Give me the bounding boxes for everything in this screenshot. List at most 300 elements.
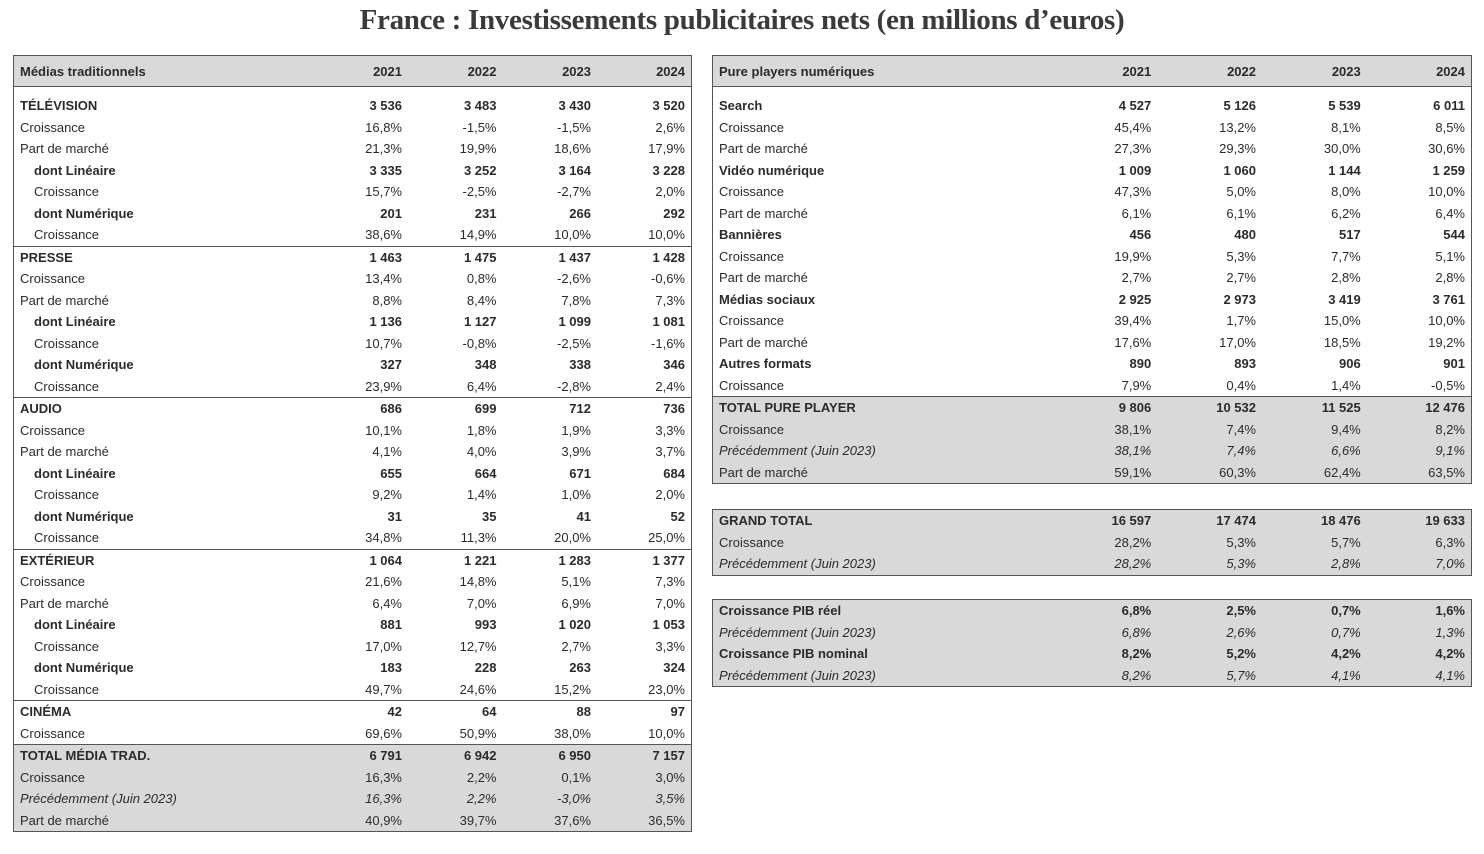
cell-value: 5 539 <box>1328 98 1361 114</box>
row-label: Croissance <box>20 574 86 590</box>
cell-value: 38,0% <box>554 725 591 741</box>
row-label: Précédemment (Juin 2023) <box>713 622 1053 644</box>
cell-value: 42 <box>314 701 409 723</box>
cell-value: 0,7% <box>1262 600 1367 622</box>
table-row <box>14 767 692 789</box>
cell-value: 28,2% <box>1053 532 1158 554</box>
cell-value: 27,3% <box>1114 141 1152 157</box>
row-label: dont Numérique <box>34 660 134 676</box>
table-row <box>14 636 692 658</box>
cell-value: 50,9% <box>459 725 497 741</box>
cell-value: 23,9% <box>365 378 402 394</box>
row-label: TÉLÉVISION <box>20 98 98 114</box>
row-label: Croissance <box>713 532 1053 554</box>
row-label: dont Linéaire <box>34 465 116 481</box>
cell-value: 6,4% <box>372 595 402 611</box>
table-row <box>713 138 1472 160</box>
table-row <box>713 375 1472 397</box>
year-header: 2024 <box>597 56 692 87</box>
table-row <box>14 311 692 333</box>
cell-value: 1 221 <box>408 549 503 571</box>
cell-value: 6,3% <box>1367 532 1472 554</box>
cell-value: 36,5% <box>597 810 692 832</box>
table-row <box>713 181 1472 203</box>
cell-value: 1 428 <box>597 246 692 268</box>
cell-value: 17,0% <box>1219 334 1256 350</box>
cell-value: 1 009 <box>1118 162 1152 178</box>
cell-value: 4,1% <box>372 444 402 460</box>
table-row <box>14 333 692 355</box>
table-row <box>14 398 692 420</box>
cell-value: 5,3% <box>1157 553 1262 575</box>
cell-value: 2,2% <box>408 788 503 810</box>
cell-value: 2,8% <box>1331 270 1361 286</box>
cell-value: 671 <box>569 465 591 481</box>
cell-value: 9,1% <box>1367 440 1472 462</box>
cell-value: 3,7% <box>655 444 685 460</box>
table-row <box>713 332 1472 354</box>
table-row <box>713 462 1472 484</box>
cell-value: 228 <box>474 660 497 676</box>
cell-value: 893 <box>1234 356 1256 372</box>
table-row <box>14 354 692 376</box>
row-label: dont Linéaire <box>34 314 116 330</box>
cell-value: 39,4% <box>1114 313 1152 329</box>
cell-value: 1 136 <box>369 314 402 330</box>
cell-value: -0,6% <box>651 271 685 287</box>
table-row <box>713 440 1472 462</box>
cell-value: 10,1% <box>365 422 402 438</box>
table-row <box>713 600 1472 622</box>
cell-value: 324 <box>663 660 685 676</box>
table-row <box>713 160 1472 182</box>
cell-value: 183 <box>380 660 402 676</box>
cell-value: -1,6% <box>651 335 685 351</box>
row-label: dont Numérique <box>34 508 134 524</box>
cell-value: 7,4% <box>1157 419 1262 441</box>
cell-value: 1 053 <box>652 617 685 633</box>
cell-value: 2,2% <box>408 767 503 789</box>
row-label: AUDIO <box>14 398 314 420</box>
cell-value: 16,3% <box>314 788 409 810</box>
cell-value: 1 064 <box>314 549 409 571</box>
cell-value: 3,3% <box>655 638 685 654</box>
cell-value: 201 <box>380 205 402 221</box>
row-label: Croissance <box>34 378 100 394</box>
row-label: Croissance <box>719 248 785 264</box>
year-header: 2021 <box>314 56 409 87</box>
row-label: Précédemment (Juin 2023) <box>713 440 1053 462</box>
row-label: Croissance PIB réel <box>713 600 1053 622</box>
cell-value: 24,6% <box>459 681 497 697</box>
cell-value: 8,1% <box>1331 119 1361 135</box>
cell-value: 15,0% <box>1323 313 1361 329</box>
row-label: Part de marché <box>719 334 808 350</box>
cell-value: 6,1% <box>1226 205 1256 221</box>
cell-value: 5 126 <box>1223 98 1256 114</box>
cell-value: 12 476 <box>1367 397 1472 419</box>
row-label: Part de marché <box>14 810 314 832</box>
cell-value: 3 164 <box>558 162 591 178</box>
table-row <box>14 614 692 636</box>
row-label: Médias sociaux <box>719 291 816 307</box>
cell-value: 1 259 <box>1432 162 1465 178</box>
cell-value: 2,6% <box>1157 622 1262 644</box>
table-row <box>713 353 1472 375</box>
cell-value: 19,9% <box>459 141 497 157</box>
cell-value: 266 <box>569 205 591 221</box>
table-row <box>14 224 692 246</box>
cell-value: 11,3% <box>460 530 497 546</box>
cell-value: 9,2% <box>372 487 402 503</box>
cell-value: -0,8% <box>462 335 497 351</box>
cell-value: 2,8% <box>1262 553 1367 575</box>
cell-value: 338 <box>569 357 591 373</box>
cell-value: 3 228 <box>652 162 685 178</box>
table-row <box>14 484 692 506</box>
cell-value: 37,6% <box>503 810 598 832</box>
row-label: Vidéo numérique <box>719 162 825 178</box>
cell-value: 31 <box>387 508 402 524</box>
cell-value: 1 463 <box>314 246 409 268</box>
row-label: Croissance <box>34 530 100 546</box>
cell-value: 16,8% <box>365 119 402 135</box>
cell-value: 0,4% <box>1226 377 1256 393</box>
row-label: TOTAL PURE PLAYER <box>713 397 1053 419</box>
cell-value: 712 <box>503 398 598 420</box>
row-label: Part de marché <box>20 444 109 460</box>
cell-value: 60,3% <box>1157 462 1262 484</box>
row-label: GRAND TOTAL <box>713 510 1053 532</box>
cell-value: 263 <box>569 660 591 676</box>
cell-value: 6,4% <box>466 378 497 394</box>
cell-value: 7,0% <box>466 595 497 611</box>
cell-value: 38,1% <box>1053 419 1158 441</box>
table-row <box>14 290 692 312</box>
cell-value: 6,8% <box>1053 600 1158 622</box>
table-row <box>713 510 1472 532</box>
cell-value: -2,8% <box>557 378 591 394</box>
cell-value: 327 <box>380 357 402 373</box>
cell-value: 88 <box>503 701 598 723</box>
cell-value: 5,7% <box>1262 532 1367 554</box>
cell-value: 2,5% <box>1157 600 1262 622</box>
row-label: Bannières <box>719 227 782 243</box>
cell-value: 19,9% <box>1114 248 1152 264</box>
cell-value: 686 <box>314 398 409 420</box>
row-label: Croissance <box>34 487 100 503</box>
row-label: Précédemment (Juin 2023) <box>713 665 1053 687</box>
cell-value: 5,0% <box>1226 184 1256 200</box>
cell-value: 1,9% <box>561 422 591 438</box>
cell-value: 13,4% <box>365 271 402 287</box>
cell-value: 901 <box>1443 356 1465 372</box>
table-row <box>713 310 1472 332</box>
cell-value: 7,3% <box>655 574 685 590</box>
row-label: Autres formats <box>719 356 812 372</box>
cell-value: 2,4% <box>655 378 685 394</box>
cell-value: 0,7% <box>1262 622 1367 644</box>
cell-value: 4,2% <box>1367 643 1472 665</box>
row-label: Croissance <box>34 335 100 351</box>
cell-value: 62,4% <box>1262 462 1367 484</box>
table-row <box>713 622 1472 644</box>
cell-value: 18,6% <box>554 141 591 157</box>
pure-players-table <box>712 55 1472 484</box>
year-header: 2024 <box>1367 56 1472 87</box>
row-label: Précédemment (Juin 2023) <box>713 553 1053 575</box>
cell-value: 6 942 <box>408 745 503 767</box>
cell-value: 10,0% <box>1428 184 1465 200</box>
cell-value: 1,8% <box>466 422 497 438</box>
cell-value: 1,4% <box>466 487 497 503</box>
cell-value: 13,2% <box>1219 119 1256 135</box>
row-label: Croissance <box>20 725 86 741</box>
cell-value: 736 <box>597 398 692 420</box>
cell-value: 684 <box>663 465 685 481</box>
cell-value: 0,1% <box>503 767 598 789</box>
cell-value: 1 475 <box>408 246 503 268</box>
year-header: 2021 <box>1053 56 1158 87</box>
cell-value: 1 099 <box>558 314 591 330</box>
table-row <box>713 665 1472 687</box>
cell-value: 0,8% <box>466 271 497 287</box>
cell-value: 348 <box>474 357 497 373</box>
row-label: dont Linéaire <box>34 617 116 633</box>
cell-value: -2,5% <box>557 335 591 351</box>
cell-value: 1,7% <box>1226 313 1256 329</box>
page-title: France : Investissements publicitaires nets (en millions d’euros) <box>359 4 1125 36</box>
year-header: 2022 <box>408 56 503 87</box>
cell-value: 5,3% <box>1157 532 1262 554</box>
cell-value: 21,3% <box>365 141 402 157</box>
row-label: Croissance <box>14 767 314 789</box>
cell-value: 3,0% <box>597 767 692 789</box>
cell-value: 1 081 <box>652 314 685 330</box>
row-label: Croissance <box>20 119 86 135</box>
cell-value: 1 127 <box>463 314 497 330</box>
cell-value: 3 761 <box>1432 291 1465 307</box>
cell-value: 3 335 <box>369 162 402 178</box>
cell-value: 45,4% <box>1114 119 1152 135</box>
cell-value: 38,1% <box>1053 440 1158 462</box>
cell-value: 64 <box>408 701 503 723</box>
row-label: Part de marché <box>20 595 109 611</box>
table-row <box>713 246 1472 268</box>
row-label: Croissance <box>20 422 86 438</box>
cell-value: 3 252 <box>463 162 497 178</box>
table-row <box>713 419 1472 441</box>
table-row <box>14 745 692 767</box>
table-row <box>14 441 692 463</box>
cell-value: 7,7% <box>1331 248 1361 264</box>
cell-value: 18,5% <box>1323 334 1361 350</box>
cell-value: 664 <box>474 465 497 481</box>
gdp-growth-table <box>712 599 1472 687</box>
row-label: Part de marché <box>20 292 109 308</box>
row-label: Croissance <box>719 119 785 135</box>
cell-value: 63,5% <box>1367 462 1472 484</box>
cell-value: 655 <box>380 465 402 481</box>
cell-value: 17,6% <box>1114 334 1152 350</box>
cell-value: 1,4% <box>1331 377 1361 393</box>
cell-value: 41 <box>576 508 591 524</box>
cell-value: 14,9% <box>459 227 497 243</box>
cell-value: 2 973 <box>1223 291 1256 307</box>
cell-value: 231 <box>474 205 497 221</box>
table-row <box>713 553 1472 575</box>
table-row <box>14 87 692 117</box>
row-label: Croissance <box>713 419 1053 441</box>
cell-value: 52 <box>670 508 685 524</box>
cell-value: 7,9% <box>1121 377 1152 393</box>
cell-value: 3,9% <box>561 444 591 460</box>
cell-value: 906 <box>1339 356 1361 372</box>
cell-value: 292 <box>663 205 685 221</box>
table-row <box>14 527 692 549</box>
cell-value: 19 633 <box>1367 510 1472 532</box>
cell-value: 14,8% <box>459 574 497 590</box>
row-label: dont Numérique <box>34 205 134 221</box>
cell-value: 30,6% <box>1428 141 1465 157</box>
table-row <box>14 810 692 832</box>
cell-value: 10 532 <box>1157 397 1262 419</box>
cell-value: 17 474 <box>1157 510 1262 532</box>
cell-value: 8,8% <box>372 292 402 308</box>
cell-value: 97 <box>597 701 692 723</box>
table-header <box>713 56 1472 87</box>
cell-value: 7,3% <box>655 292 685 308</box>
cell-value: 1 437 <box>503 246 598 268</box>
cell-value: 5,1% <box>561 574 591 590</box>
cell-value: -3,0% <box>503 788 598 810</box>
cell-value: 4,1% <box>1367 665 1472 687</box>
table-row <box>14 571 692 593</box>
row-label: Croissance PIB nominal <box>713 643 1053 665</box>
cell-value: 47,3% <box>1114 184 1152 200</box>
cell-value: 890 <box>1129 356 1152 372</box>
table-row <box>14 723 692 745</box>
cell-value: 29,3% <box>1219 141 1256 157</box>
cell-value: 40,9% <box>314 810 409 832</box>
row-label: EXTÉRIEUR <box>14 549 314 571</box>
table-row <box>14 549 692 571</box>
table-row <box>14 203 692 225</box>
section-header: Pure players numériques <box>713 56 1053 87</box>
cell-value: 6,6% <box>1262 440 1367 462</box>
table-row <box>713 532 1472 554</box>
cell-value: 4,1% <box>1262 665 1367 687</box>
cell-value: 17,0% <box>365 638 402 654</box>
year-header: 2023 <box>503 56 598 87</box>
row-label: Part de marché <box>719 141 808 157</box>
table-row <box>14 376 692 398</box>
cell-value: 10,0% <box>648 725 685 741</box>
row-label: CINÉMA <box>14 701 314 723</box>
cell-value: 6,9% <box>561 595 591 611</box>
cell-value: 1 144 <box>1328 162 1361 178</box>
table-row <box>14 679 692 701</box>
cell-value: 19,2% <box>1428 334 1465 350</box>
cell-value: -1,5% <box>557 119 591 135</box>
cell-value: 2,7% <box>561 638 591 654</box>
cell-value: 517 <box>1339 227 1361 243</box>
table-row <box>713 397 1472 419</box>
cell-value: 10,0% <box>1428 313 1465 329</box>
year-header: 2023 <box>1262 56 1367 87</box>
cell-value: 9,4% <box>1262 419 1367 441</box>
row-label: Part de marché <box>719 270 808 286</box>
cell-value: 1,3% <box>1367 622 1472 644</box>
table-row <box>14 160 692 182</box>
table-row <box>713 643 1472 665</box>
cell-value: 20,0% <box>554 530 591 546</box>
row-label: Croissance <box>719 377 785 393</box>
table-row <box>14 788 692 810</box>
cell-value: 7,0% <box>655 595 685 611</box>
section-header: Médias traditionnels <box>14 56 314 87</box>
cell-value: 15,2% <box>554 681 591 697</box>
cell-value: 6 011 <box>1433 98 1465 114</box>
cell-value: 16,3% <box>314 767 409 789</box>
cell-value: 7,0% <box>1367 553 1472 575</box>
row-label: Croissance <box>34 638 100 654</box>
table-row <box>14 181 692 203</box>
cell-value: 456 <box>1129 227 1152 243</box>
cell-value: 8,2% <box>1053 665 1158 687</box>
cell-value: 10,0% <box>554 227 591 243</box>
cell-value: 35 <box>482 508 497 524</box>
cell-value: 8,2% <box>1053 643 1158 665</box>
row-label: Croissance <box>719 184 785 200</box>
table-row <box>713 117 1472 139</box>
cell-value: 1,6% <box>1367 600 1472 622</box>
row-label: TOTAL MÉDIA TRAD. <box>14 745 314 767</box>
cell-value: -1,5% <box>462 119 497 135</box>
row-label: PRESSE <box>14 246 314 268</box>
cell-value: 6 791 <box>314 745 409 767</box>
table-row <box>14 701 692 723</box>
cell-value: 8,0% <box>1331 184 1361 200</box>
row-label: Part de marché <box>20 141 109 157</box>
cell-value: -2,5% <box>462 184 497 200</box>
cell-value: 34,8% <box>365 530 402 546</box>
grand-total-table <box>712 509 1472 576</box>
cell-value: 6,1% <box>1121 205 1152 221</box>
table-row <box>713 267 1472 289</box>
cell-value: 6,2% <box>1331 205 1361 221</box>
cell-value: 2,7% <box>1226 270 1256 286</box>
cell-value: 17,9% <box>648 141 685 157</box>
cell-value: 8,5% <box>1435 119 1465 135</box>
cell-value: 7 157 <box>597 745 692 767</box>
row-label: Croissance <box>34 227 100 243</box>
row-label: Part de marché <box>713 462 1053 484</box>
cell-value: 21,6% <box>365 574 402 590</box>
cell-value: 5,7% <box>1157 665 1262 687</box>
cell-value: 6,8% <box>1053 622 1158 644</box>
cell-value: 11 525 <box>1262 397 1367 419</box>
table-row <box>14 246 692 268</box>
cell-value: 480 <box>1234 227 1256 243</box>
row-label: Search <box>719 98 763 114</box>
cell-value: 2,0% <box>655 487 685 503</box>
table-row <box>14 463 692 485</box>
cell-value: 3 483 <box>463 98 497 114</box>
table-row <box>713 203 1472 225</box>
cell-value: 59,1% <box>1053 462 1158 484</box>
cell-value: 3 419 <box>1328 291 1361 307</box>
